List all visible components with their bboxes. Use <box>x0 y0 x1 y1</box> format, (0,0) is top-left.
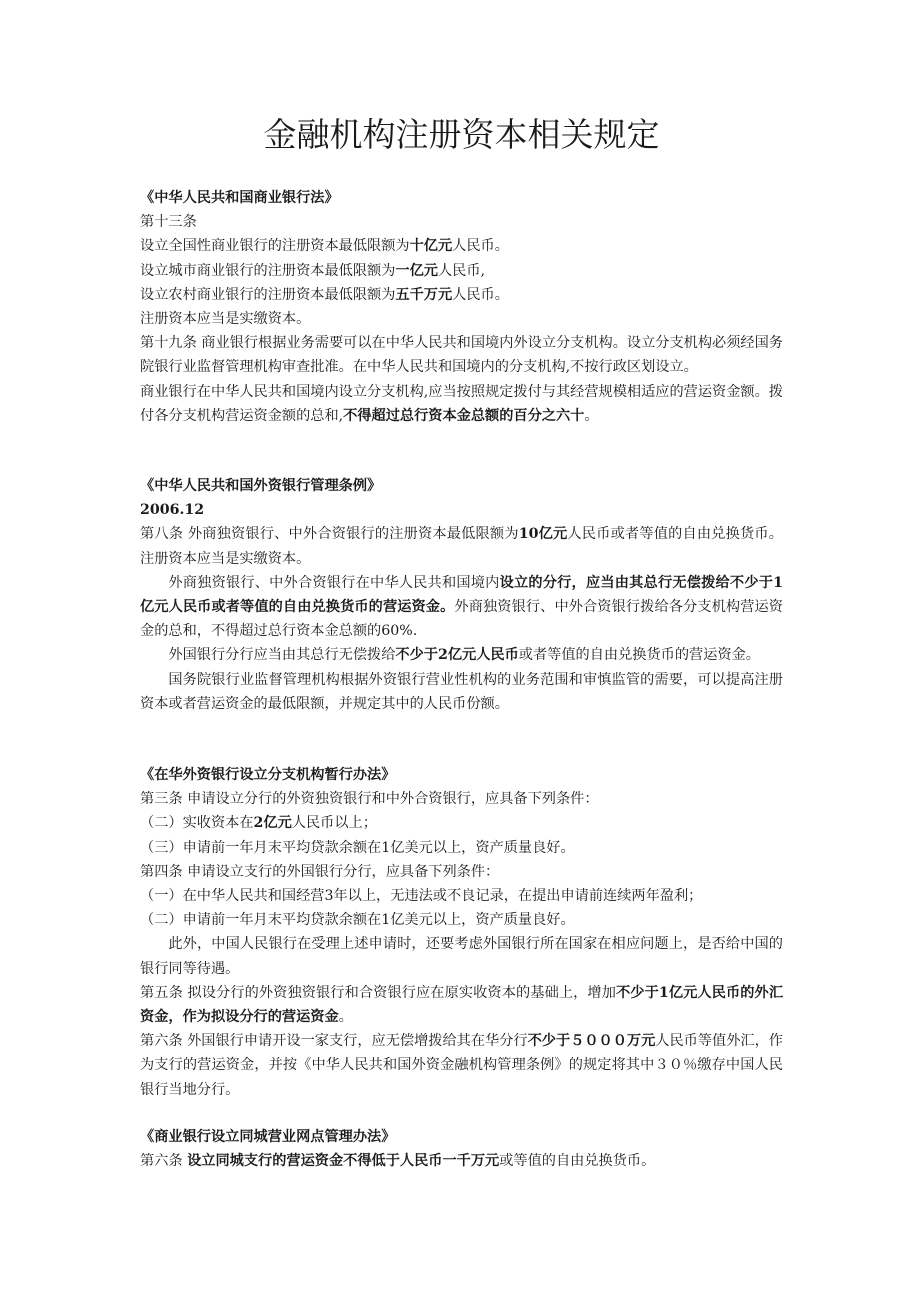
condition-operating-years: （一）在中华人民共和国经营3年以上，无违法或不良记录，在提出申请前连续两年盈利； <box>140 888 703 905</box>
article-19-paragraph: 第十九条 商业银行根据业务需要可以在中华人民共和国境内外设立分支机构。设立分支机构必须经国务院银行业监督管理机构审查批准。在中华人民共和国境内的分支机构,不按行政区划设立。 <box>140 335 783 376</box>
condition-paid-in-capital: （二）实收资本在2亿元人民币以上； <box>140 815 377 832</box>
reciprocity-paragraph: 此外，中国人民银行在受理上述申请时，还要考虑外国银行所在国家在相应问题上，是否给中国的银行同等待遇。 <box>140 936 783 977</box>
condition-loan-balance: （三）申请前一年月末平均贷款余额在1亿美元以上，资产质量良好。 <box>140 839 575 856</box>
section-commercial-bank-law <box>140 186 783 428</box>
law-heading: 《在华外资银行设立分支机构暂行办法》 <box>140 767 396 783</box>
law-heading: 《商业银行设立同城营业网点管理办法》 <box>140 1129 396 1145</box>
foreign-branch-funds-paragraph: 外国银行分行应当由其总行无偿拨给不少于2亿元人民币或者等值的自由兑换货币的营运资金。 <box>168 647 760 664</box>
article-4-heading: 第四条 申请设立支行的外国银行分行，应具备下列条件： <box>140 863 500 880</box>
section-foreign-bank-regulation <box>140 474 783 716</box>
article-5-paragraph: 第五条 拟设分行的外资独资银行和合资银行应在原实收资本的基础上，增加不少于1亿元人民币的外汇资金，作为拟设分行的营运资金。 <box>140 984 784 1026</box>
city-bank-capital-line: 设立城市商业银行的注册资本最低限额为一亿元人民币, <box>140 262 486 279</box>
article-3-heading: 第三条 申请设立分行的外资独资银行和中外合资银行，应具备下列条件： <box>140 791 599 808</box>
regulator-authority-paragraph: 国务院银行业监督管理机构根据外资银行营业性机构的业务范围和审慎监管的需要，可以提高注册资本或者营运资金的最低限额，并规定其中的人民币份额。 <box>140 671 783 712</box>
law-heading: 《中华人民共和国外资银行管理条例》 <box>140 478 382 494</box>
document-title: 金融机构注册资本相关规定 <box>263 115 660 154</box>
branch-operating-funds-paragraph: 外商独资银行、中外合资银行在中华人民共和国境内设立的分行，应当由其总行无偿拨给不少于1亿元人民币或者等值的自由兑换货币的营运资金。外商独资银行、中外合资银行拨给各分支机构营运资金的总和，不得超过总行资本金总额的60%. <box>140 574 783 640</box>
branch-capital-paragraph: 商业银行在中华人民共和国境内设立分支机构,应当按照规定拨付与其经营规模相适应的营运资金额。拨付各分支机构营运资金额的总和,不得超过总行资本金总额的百分之六十。 <box>140 383 783 424</box>
condition-loan-balance-2: （二）申请前一年月末平均贷款余额在1亿美元以上，资产质量良好。 <box>140 912 575 929</box>
article-8-paragraph: 第八条 外商独资银行、中外合资银行的注册资本最低限额为10亿元人民币或者等值的自由兑换货币。注册资本应当是实缴资本。 <box>140 526 783 567</box>
law-heading: 《中华人民共和国商业银行法》 <box>140 190 339 206</box>
article-13-heading: 第十三条 <box>140 214 197 231</box>
article-6-paragraph: 第六条 外国银行申请开设一家支行，应无偿增拨给其在华分行不少于５０００万元人民币等值外汇，作为支行的营运资金，并按《中华人民共和国外资金融机构管理条例》的规定将其中３０％缴存中国人民银行当地分行。 <box>140 1033 783 1098</box>
paid-in-capital-line: 注册资本应当是实缴资本。 <box>140 311 311 328</box>
regulation-date: 2006.12 <box>140 502 205 519</box>
rural-bank-capital-line: 设立农村商业银行的注册资本最低限额为五千万元人民币。 <box>140 286 509 303</box>
section-local-branch-measures <box>140 1125 783 1173</box>
section-branch-interim-measures <box>140 763 783 1102</box>
national-bank-capital-line: 设立全国性商业银行的注册资本最低限额为十亿元人民币。 <box>140 238 509 255</box>
article-6-local-line: 第六条 设立同城支行的营运资金不得低于人民币一千万元或等值的自由兑换货币。 <box>140 1153 656 1170</box>
